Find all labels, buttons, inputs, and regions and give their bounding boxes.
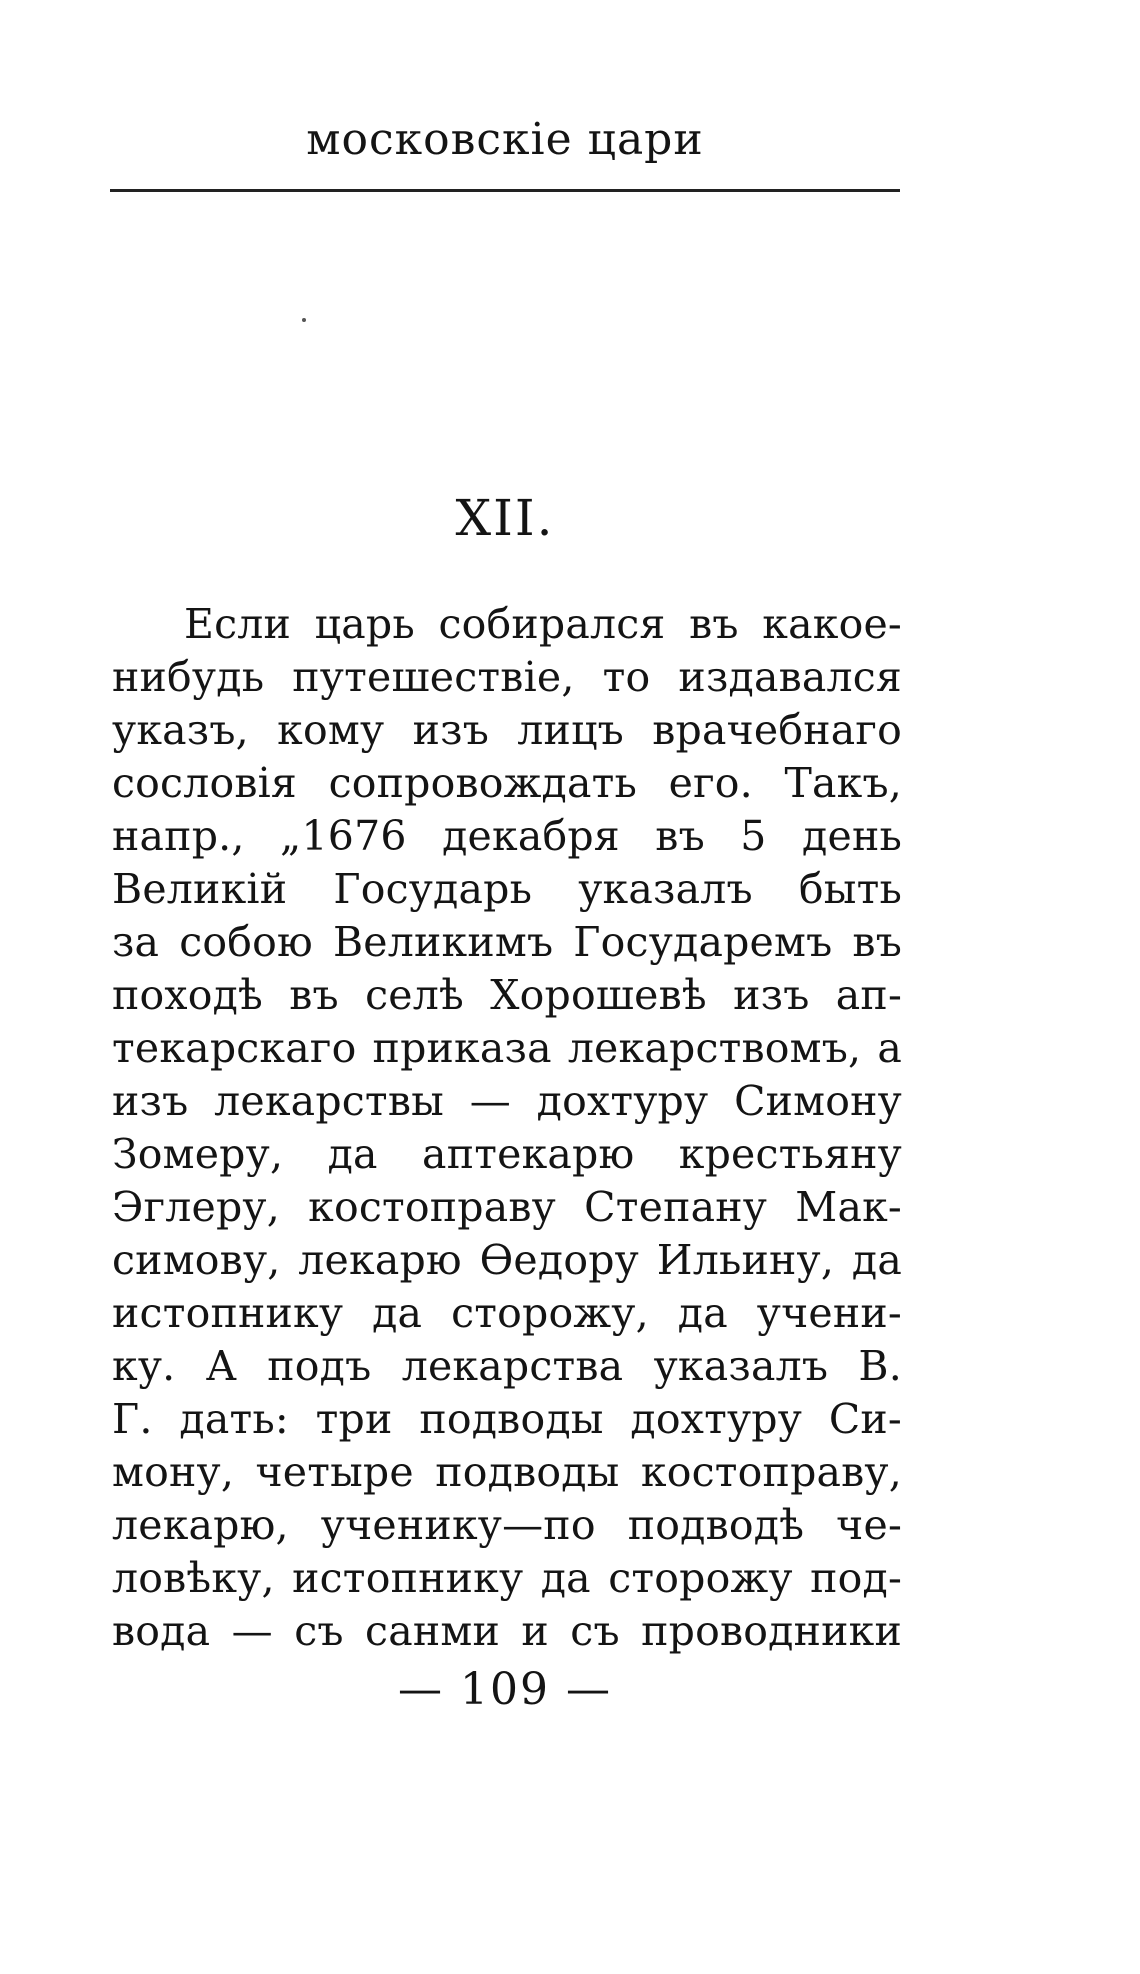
text-line: Если царь собирался въ какое- (184, 600, 902, 648)
text-line: вода — съ санми и съ проводники (112, 1607, 902, 1655)
text-line: изъ лекарствы — дохтуру Симону (112, 1077, 902, 1125)
text-line: текарскаго приказа лекарствомъ, а (112, 1024, 902, 1072)
text-line: ловѣку, истопнику да сторожу под- (112, 1554, 902, 1602)
text-line: походѣ въ селѣ Хорошевѣ изъ ап- (112, 971, 902, 1019)
text-line: нибудь путешествіе, то издавался (112, 653, 902, 701)
ink-speck (302, 318, 306, 322)
chapter-number: XII. (455, 489, 555, 547)
text-line: сословія сопровождать его. Такъ, (112, 759, 902, 807)
text-line: Г. дать: три подводы дохтуру Си- (112, 1395, 902, 1443)
text-line: симову, лекарю Ѳедору Ильину, да (112, 1236, 902, 1284)
text-line: указъ, кому изъ лицъ врачебнаго (112, 706, 902, 754)
page-number: — 109 — (398, 1664, 612, 1715)
text-line: лекарю, ученику—по подводѣ че- (112, 1501, 902, 1549)
body-paragraph (112, 598, 902, 1658)
text-line: Эглеру, костоправу Степану Мак- (112, 1183, 902, 1231)
text-line: ку. А подъ лекарства указалъ В. (112, 1342, 902, 1390)
text-line: истопнику да сторожу, да учени- (112, 1289, 902, 1337)
text-line: за собою Великимъ Государемъ въ (112, 918, 902, 966)
header-rule (110, 189, 900, 192)
running-head: московскіе цари (306, 114, 704, 165)
text-line: Великій Государь указалъ быть (112, 865, 902, 913)
text-line: мону, четыре подводы костоправу, (112, 1448, 902, 1496)
text-line: напр., „1676 декабря въ 5 день (112, 812, 902, 860)
text-line: Зомеру, да аптекарю крестьяну (112, 1130, 902, 1178)
